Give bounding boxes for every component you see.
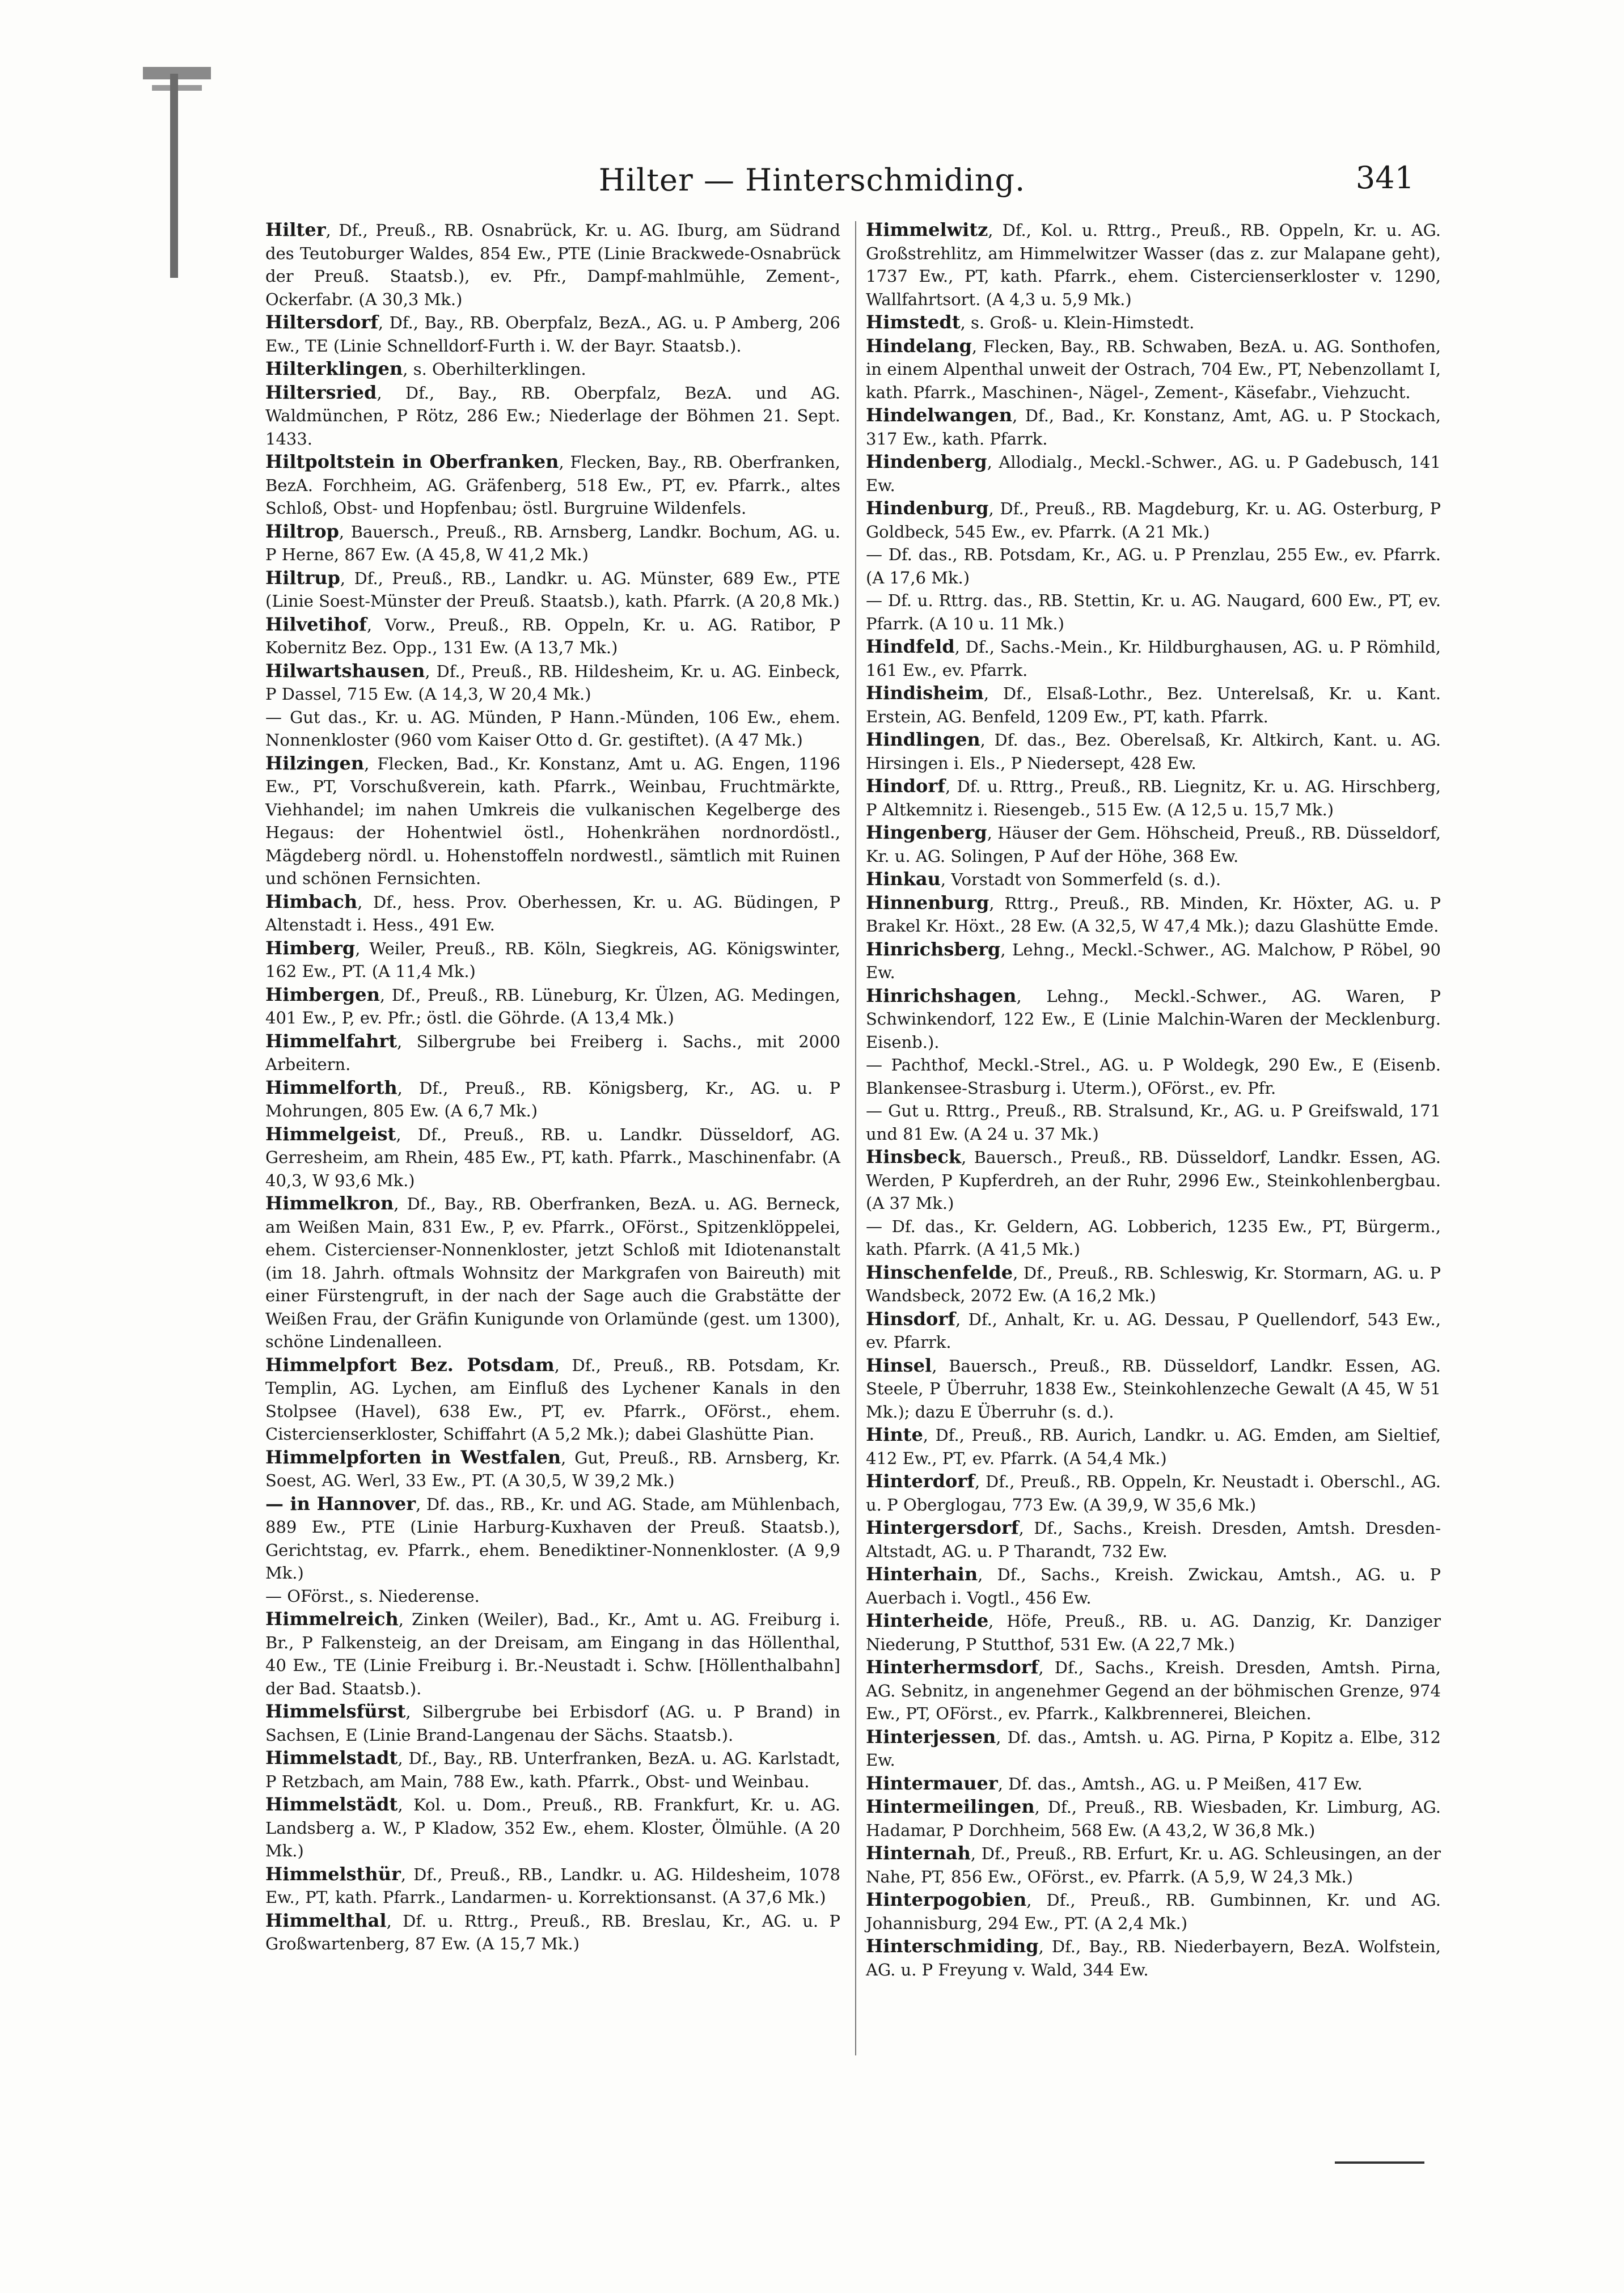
gazetteer-entry [265,450,840,520]
left-column [265,218,840,1956]
entry-text: , Df., Sachs., Kreish. Dresden, Amtsh. Pirna, AG. Sebnitz, in angenehmer Gegend an der böhmischen Grenze, 974 Ew., PT, OFörst., ev. Pfarrk., Kalkbrennerei, Bleichen. [866,1658,1441,1723]
gazetteer-entry [866,984,1441,1054]
entry-text: , Df., Preuß., RB. u. Landkr. Düsseldorf, AG. Gerresheim, am Rhein, 485 Ew., PT, kath. Pfarrk., Maschinenfabr. (A 40,3, W 93,6 Mk.) [265,1124,840,1190]
gazetteer-entry [866,775,1441,821]
gazetteer-entry [866,1215,1441,1261]
gazetteer-entry [866,635,1441,682]
entry-text: , Vorstadt von Sommerfeld (s. d.). [940,870,1221,889]
entry-headword: Hinterheide [866,1610,989,1631]
gazetteer-entry [866,1888,1441,1935]
entry-text: , Df., Preuß., RB. Wiesbaden, Kr. Limburg, AG. Hadamar, P Dorchheim, 568 Ew. (A 43,2, W 36,8 Mk.) [866,1797,1441,1840]
gazetteer-entry [265,706,840,752]
entry-text: , Gut, Preuß., RB. Arnsberg, Kr. Soest, AG. Werl, 33 Ew., PT. (A 30,5, W 39,2 Mk.) [265,1448,841,1490]
entry-text: , Df., Preuß., RB. Lüneburg, Kr. Ülzen, AG. Medingen, 401 Ew., P, ev. Pfr.; östl. die Göhrde. (A 13,4 Mk.) [265,985,840,1027]
entry-headword: Hinsel [866,1354,932,1376]
gazetteer-entry [866,589,1441,635]
gazetteer-entry [265,357,840,381]
entry-text: , Df., Kol. u. Rttrg., Preuß., RB. Oppeln, Kr. u. AG. Großstrehlitz, am Himmelwitzer Wasser (das z. zur Malapane geht), 1737 Ew., PT, kath. Pfarrk., ehem. Cistercienserkloster v. 1290, Wallfahrtsort. (A 4,3 u. 5,9 Mk.) [866,221,1441,309]
gazetteer-entry [265,381,840,451]
entry-text: , Lehng., Meckl.-Schwer., AG. Malchow, P Röbel, 90 Ew. [866,940,1441,982]
gazetteer-entry [866,543,1441,589]
entry-headword: Himmelpforten in Westfalen [265,1446,561,1468]
entry-text: , Df., Sachs., Kreish. Dresden, Amtsh. Dresden-Altstadt, AG. u. P Tharandt, 732 Ew. [866,1518,1441,1561]
entry-text: , Kol. u. Dom., Preuß., RB. Frankfurt, Kr. u. AG. Landsberg a. W., P Kladow, 352 Ew., ehem. Kloster, Ölmühle. (A 20 Mk.) [265,1795,840,1860]
gazetteer-entry [265,1076,840,1123]
gazetteer-entry [866,1516,1441,1563]
entry-text: — OFörst., s. Niederense. [265,1586,480,1606]
entry-headword: Hiltrup [265,566,340,589]
entry-headword: — in Hannover [265,1492,416,1514]
entry-headword: Hinrichshagen [866,984,1017,1006]
entry-text: — Pachthof, Meckl.-Strel., AG. u. P Woldegk, 290 Ew., E (Eisenb. Blankensee-Strasburg i. Uterm.), OFörst., ev. Pfr. [866,1055,1441,1098]
gazetteer-entry [265,1353,840,1446]
gazetteer-entry [866,450,1441,497]
entry-text: , Df., Preuß., RB. Aurich, Landkr. u. AG. Emden, am Sieltief, 412 Ew., PT, ev. Pfarrk. (A 54,4 Mk.) [866,1425,1441,1468]
gazetteer-entry [265,1030,840,1076]
entry-text: , s. Groß- u. Klein-Himstedt. [960,313,1195,332]
gazetteer-entry [866,868,1441,891]
gazetteer-entry [265,983,840,1030]
gazetteer-entry [866,218,1441,311]
gazetteer-entry [866,1609,1441,1656]
entry-text: , Df., Bay., RB. Oberpfalz, BezA., AG. u. P Amberg, 206 Ew., TE (Linie Schnelldorf-Furth i. W. der Bayr. Staatsb.). [265,313,840,356]
entry-headword: Hinterdorf [866,1470,975,1492]
entry-headword: Hilvetihof [265,613,367,635]
gazetteer-entry [265,218,840,311]
entry-headword: Hindenberg [866,451,987,472]
gazetteer-entry [265,1585,840,1608]
gazetteer-entry [866,1145,1441,1215]
gazetteer-entry [866,1935,1441,1981]
gazetteer-entry [265,1793,840,1863]
gazetteer-entry [866,1772,1441,1796]
entry-headword: Hintergersdorf [866,1517,1019,1538]
entry-text: , Bauersch., Preuß., RB. Düsseldorf, Landkr. Essen, AG. Werden, P Kupferdreh, an der Ruhr, 2996 Ew., Steinkohlenbergbau. (A 37 Mk.) [866,1148,1441,1213]
entry-headword: Hilter [265,219,326,240]
entry-headword: Hindelang [866,335,972,357]
entry-text: , Df., Preuß., RB. Magdeburg, Kr. u. AG. Osterburg, P Goldbeck, 545 Ew., ev. Pfarrk. (A 21 Mk.) [866,499,1441,541]
entry-text: , Df., Preuß., RB. Oppeln, Kr. Neustadt i. Oberschl., AG. u. P Oberglogau, 773 Ew. (A 39,9, W 35,6 Mk.) [866,1472,1441,1514]
entry-headword: Hilwartshausen [265,659,425,682]
entry-headword: Himmelstädt [265,1793,398,1815]
right-column [866,218,1441,1981]
entry-text: , Bauersch., Preuß., RB. Düsseldorf, Landkr. Essen, AG. Steele, P Überruhr, 1838 Ew., Steinkohlenzeche Gewalt (A 45, W 51 Mk.); dazu E Überruhr (s. d.). [866,1356,1441,1422]
entry-headword: Himmelpfort Bez. Potsdam [265,1353,555,1376]
entry-text: , Df., Bad., Kr. Konstanz, Amt, AG. u. P Stockach, 317 Ew., kath. Pfarrk. [866,406,1441,449]
entry-text: , Flecken, Bad., Kr. Konstanz, Amt u. AG. Engen, 1196 Ew., PT, Vorschußverein, kath. Pfarrk., Weinbau, Fruchtmärkte, Viehhandel; im nahen Umkreis die vulkanischen Kegelberge des Hegaus: der Hohentwiel östl., Hohenkrähen nordnordöstl., Mägdeberg nördl. u. Hohenstoffeln nordwestl., sämtlich mit Ruinen und schönen Fernsichten. [265,754,840,888]
entry-headword: Himmelgeist [265,1123,396,1145]
gazetteer-entry [265,1607,840,1700]
gazetteer-entry [866,938,1441,984]
entry-text: — Gut das., Kr. u. AG. Münden, P Hann.-Münden, 106 Ew., ehem. Nonnenkloster (960 vom Kaiser Otto d. Gr. gestiftet). (A 47 Mk.) [265,707,840,750]
gazetteer-entry [265,1909,840,1956]
entry-text: , Df., Preuß., RB. Erfurt, Kr. u. AG. Schleusingen, an der Nahe, PT, 856 Ew., OFörst., ev. Pfarrk. (A 5,9, W 24,3 Mk.) [866,1844,1441,1886]
gazetteer-entry [866,682,1441,728]
entry-text: , Df., Preuß., RB. Schleswig, Kr. Stormarn, AG. u. P Wandsbeck, 2072 Ew. (A 16,2 Mk.) [866,1263,1441,1305]
entry-text: , Zinken (Weiler), Bad., Kr., Amt u. AG. Freiburg i. Br., P Falkensteig, an der Dreisam, am Eingang in das Höllenthal, 40 Ew., TE (Linie Freiburg i. Br.-Neustadt i. Schw. [Höllenthalbahn] der Bad. Staatsb.). [265,1610,840,1698]
entry-text: , Df., Bay., RB. Oberfranken, BezA. u. AG. Berneck, am Weißen Main, 831 Ew., P, ev. Pfarrk., OFörst., Spitzenklöppelei, ehem. Cistercienser-Nonnenkloster, jetzt Schloß mit Idiotenanstalt (im 18. Jahrh. oftmals Wohnsitz der Markgrafen von Baireuth) mit einer Fürstengruft, in der nach der Sage auch die Grabstätte der Weißen Frau, der Gräfin Kunigunde von Orlamünde (gest. um 1300), schöne Lindenalleen. [265,1194,840,1351]
gazetteer-entry [265,937,840,983]
entry-text: — Df. das., RB. Potsdam, Kr., AG. u. P Prenzlau, 255 Ew., ev. Pfarrk. (A 17,6 Mk.) [866,545,1441,587]
bottom-rule [1335,2161,1424,2164]
gazetteer-entry [265,659,840,706]
entry-headword: Hinsbeck [866,1146,962,1167]
entry-headword: Himmelsfürst [265,1700,406,1722]
entry-headword: Hiltersdorf [265,311,378,333]
gazetteer-entry [265,1700,840,1746]
entry-headword: Hinsdorf [866,1308,956,1330]
entry-headword: Hinterhain [866,1563,978,1585]
entry-text: — Gut u. Rttrg., Preuß., RB. Stralsund, Kr., AG. u. P Greifswald, 171 und 81 Ew. (A 24 u. 37 Mk.) [866,1101,1441,1144]
entry-text: — Df. das., Kr. Geldern, AG. Lobberich, 1235 Ew., PT, Bürgerm., kath. Pfarrk. (A 41,5 Mk.) [866,1216,1441,1259]
gazetteer-entry [866,497,1441,543]
entry-headword: Hiltersried [265,381,377,403]
entry-text: , Df., Preuß., RB. Potsdam, Kr. Templin, AG. Lychen, am Einfluß des Lychener Kanals in den Stolpsee (Havel), 638 Ew., PT, ev. Pfarrk., OFörst., ehem. Cistercienserkloster, Schiffahrt (A 5,2 Mk.); dabei Glashütte Pian. [265,1355,840,1444]
column-divider [855,221,856,2055]
entry-text: , Df., hess. Prov. Oberhessen, Kr. u. AG. Büdingen, P Altenstadt i. Hess., 491 Ew. [265,892,840,934]
gazetteer-entry [866,1842,1441,1888]
gazetteer-entry [866,1099,1441,1145]
entry-headword: Hintermauer [866,1772,998,1794]
gazetteer-entry [866,1795,1441,1842]
gazetteer-entry [866,1423,1441,1470]
gazetteer-entry [265,1492,840,1585]
entry-headword: Himmelfahrt [265,1030,397,1052]
gazetteer-entry [265,1446,840,1492]
gazetteer-entry [866,1470,1441,1516]
entry-headword: Hindisheim [866,682,984,704]
entry-text: — Df. u. Rttrg. das., RB. Stettin, Kr. u. AG. Naugard, 600 Ew., PT, ev. Pfarrk. (A 10 u. 11 Mk.) [866,591,1441,633]
entry-text: , Bauersch., Preuß., RB. Arnsberg, Landkr. Bochum, AG. u. P Herne, 867 Ew. (A 45,8, W 41,2 Mk.) [265,522,840,564]
entry-headword: Himbergen [265,983,380,1005]
gazetteer-entry [866,821,1441,868]
page-number: 341 [1355,160,1414,196]
entry-text: , s. Oberhilterklingen. [403,359,586,379]
entry-headword: Hinte [866,1424,923,1445]
entry-text: , Flecken, Bay., RB. Schwaben, BezA. u. AG. Sonthofen, in einem Alpenthal unweit der Ostrach, 704 Ew., PT, Nebenzollamt I, kath. Pfarrk., Maschinen-, Nägel-, Zement-, Käsefabr., Viehzucht. [866,336,1441,402]
entry-text: , Df. das., Amtsh. u. AG. Pirna, P Kopitz a. Elbe, 312 Ew. [866,1727,1441,1770]
entry-text: , Allodialg., Meckl.-Schwer., AG. u. P Gadebusch, 141 Ew. [866,452,1441,495]
gazetteer-entry [265,1746,840,1793]
entry-text: , Df. u. Rttrg., Preuß., RB. Breslau, Kr., AG. u. P Großwartenberg, 87 Ew. (A 15,7 Mk.) [265,1911,840,1953]
gazetteer-entry [866,728,1441,775]
gazetteer-entry [866,311,1441,335]
entry-text: , Höfe, Preuß., RB. u. AG. Danzig, Kr. Danziger Niederung, P Stutthof, 531 Ew. (A 22,7 Mk.) [866,1611,1441,1654]
entry-text: , Df., Preuß., RB. Hildesheim, Kr. u. AG. Einbeck, P Dassel, 715 Ew. (A 14,3, W 20,4 Mk.) [265,661,840,704]
gazetteer-entry [866,891,1441,938]
entry-headword: Himmelstadt [265,1747,398,1769]
entry-text: , Df. das., Bez. Oberelsaß, Kr. Altkirch, Kant. u. AG. Hirsingen i. Els., P Niedersept, 428 Ew. [866,730,1441,773]
entry-headword: Hinterschmiding [866,1935,1039,1957]
entry-headword: Hingenberg [866,822,987,843]
entry-headword: Himstedt [866,311,961,333]
entry-text: , Df. u. Rttrg., Preuß., RB. Liegnitz, Kr. u. AG. Hirschberg, P Altkemnitz i. Riesengeb., 515 Ew. (A 12,5 u. 15,7 Mk.) [866,777,1441,819]
entry-text: , Df., Preuß., RB. Gumbinnen, Kr. und AG. Johannisburg, 294 Ew., PT. (A 2,4 Mk.) [866,1890,1441,1933]
entry-headword: Himberg [265,937,356,959]
entry-headword: Himmelreich [265,1608,399,1630]
gazetteer-entry [866,404,1441,450]
entry-headword: Himmelthal [265,1909,387,1931]
entry-text: , Silbergrube bei Freiberg i. Sachs., mit 2000 Arbeitern. [265,1031,840,1074]
gazetteer-entry [265,613,840,659]
gazetteer-entry [265,1863,840,1909]
entry-text: , Df. das., Amtsh., AG. u. P Meißen, 417 Ew. [997,1774,1363,1793]
entry-headword: Hindlingen [866,729,980,750]
entry-headword: Hiltrop [265,520,339,542]
gazetteer-entry [265,566,840,613]
entry-headword: Hinterpogobien [866,1889,1027,1910]
entry-text: , Weiler, Preuß., RB. Köln, Siegkreis, AG. Königswinter, 162 Ew., PT. (A 11,4 Mk.) [265,938,840,981]
gazetteer-entry [265,1192,840,1353]
entry-headword: Hilzingen [265,752,365,774]
gazetteer-entry [866,1354,1441,1424]
entry-headword: Hinkau [866,868,941,890]
entry-text: , Df., Bay., RB. Unterfranken, BezA. u. AG. Karlstadt, P Retzbach, am Main, 788 Ew., kath. Pfarrk., Obst- und Weinbau. [265,1749,840,1791]
entry-text: , Vorw., Preuß., RB. Oppeln, Kr. u. AG. Ratibor, P Kobernitz Bez. Opp., 131 Ew. (A 13,7 Mk.) [265,615,840,657]
entry-headword: Hinterhermsdorf [866,1656,1039,1678]
entry-headword: Hintermeilingen [866,1796,1035,1817]
entry-text: , Df., Anhalt, Kr. u. AG. Dessau, P Quellendorf, 543 Ew., ev. Pfarrk. [866,1309,1441,1352]
entry-headword: Himmelforth [265,1076,397,1098]
entry-text: , Df., Preuß., RB. Königsberg, Kr., AG. u. P Mohrungen, 805 Ew. (A 6,7 Mk.) [265,1078,840,1120]
entry-headword: Himmelkron [265,1192,394,1214]
entry-text: , Df. das., RB., Kr. und AG. Stade, am Mühlenbach, 889 Ew., PTE (Linie Harburg-Kuxhaven der Preuß. Staatsb.), Gerichtstag, ev. Pfarrk., ehem. Benediktiner-Nonnenkloster. (A 9,9 Mk.) [265,1494,841,1583]
entry-headword: Hinternah [866,1842,971,1864]
entry-headword: Hinrichsberg [866,938,1001,960]
entry-text: , Df., Elsaß-Lothr., Bez. Unterelsaß, Kr. u. Kant. Erstein, AG. Benfeld, 1209 Ew., PT, kath. Pfarrk. [866,684,1441,726]
entry-headword: Hinnenburg [866,891,989,913]
entry-text: , Df., Bay., RB. Niederbayern, BezA. Wolfstein, AG. u. P Freyung v. Wald, 344 Ew. [866,1937,1441,1979]
entry-text: , Silbergrube bei Erbisdorf (AG. u. P Brand) in Sachsen, E (Linie Brand-Langenau der Sächs. Staatsb.). [265,1702,840,1745]
entry-headword: Hindelwangen [866,404,1013,426]
gazetteer-entry [265,311,840,357]
gazetteer-entry [866,1656,1441,1725]
entry-text: , Df., Preuß., RB., Landkr. u. AG. Hildesheim, 1078 Ew., PT, kath. Pfarrk., Landarmen- u. Korrektionsanst. (A 37,6 Mk.) [265,1864,840,1907]
gazetteer-entry [265,752,840,890]
entry-text: , Flecken, Bay., RB. Oberfranken, BezA. Forchheim, AG. Gräfenberg, 518 Ew., PT, ev. Pfarrk., altes Schloß, Obst- und Hopfenbau; östl. Burgruine Wildenfels. [265,452,841,518]
entry-text: , Df., Bay., RB. Oberpfalz, BezA. und AG. Waldmünchen, P Rötz, 286 Ew.; Niederlage der Böhmen 21. Sept. 1433. [265,383,840,449]
gazetteer-entry [265,1123,840,1192]
running-head [0,158,1624,209]
gazetteer-entry [265,890,840,937]
entry-headword: Hindorf [866,775,945,797]
entry-headword: Hindenburg [866,497,989,519]
entry-text: , Rttrg., Preuß., RB. Minden, Kr. Höxter, AG. u. P Brakel Kr. Höxt., 28 Ew. (A 32,5, W 47,4 Mk.); dazu Glashütte Emde. [866,893,1441,936]
entry-headword: Hinschenfelde [866,1261,1013,1283]
gazetteer-entry [265,520,840,566]
gazetteer-entry [866,1261,1441,1308]
entry-text: , Df., Preuß., RB., Landkr. u. AG. Münster, 689 Ew., PTE (Linie Soest-Münster der Preuß. Staatsb.), kath. Pfarrk. (A 20,8 Mk.) [265,568,840,611]
entry-text: , Df., Sachs.-Mein., Kr. Hildburghausen, AG. u. P Römhild, 161 Ew., ev. Pfarrk. [866,637,1441,680]
page-title: Hilter — Hinterschmiding. [598,162,1026,198]
entry-headword: Himbach [265,890,358,912]
entry-text: , Df., Sachs., Kreish. Zwickau, Amtsh., AG. u. P Auerbach i. Vogtl., 456 Ew. [866,1565,1441,1607]
entry-text: , Häuser der Gem. Höhscheid, Preuß., RB. Düsseldorf, Kr. u. AG. Solingen, P Auf der Höhe, 368 Ew. [866,823,1441,866]
entry-headword: Himmelsthür [265,1863,401,1885]
entry-headword: Himmelwitz [866,219,988,240]
gazetteer-entry [866,1563,1441,1609]
entry-headword: Hiltpoltstein in Oberfranken [265,451,559,472]
entry-headword: Hindfeld [866,636,955,657]
gazetteer-entry [866,1054,1441,1099]
entry-headword: Hinterjessen [866,1725,996,1748]
gazetteer-entry [866,1308,1441,1354]
gazetteer-entry [866,1725,1441,1772]
entry-text: , Df., Preuß., RB. Osnabrück, Kr. u. AG. Iburg, am Südrand des Teutoburger Waldes, 854 Ew., PTE (Linie Brackwede-Osnabrück der Preuß. Staatsb.), ev. Pfr., Dampf-mahlmühle, Zement-, Ockerfabr. (A 30,3 Mk.) [265,221,840,309]
gazetteer-entry [866,335,1441,404]
entry-headword: Hilterklingen [265,358,403,379]
entry-text: , Lehng., Meckl.-Schwer., AG. Waren, P Schwinkendorf, 122 Ew., E (Linie Malchin-Waren der Mecklenburg. Eisenb.). [866,986,1441,1052]
